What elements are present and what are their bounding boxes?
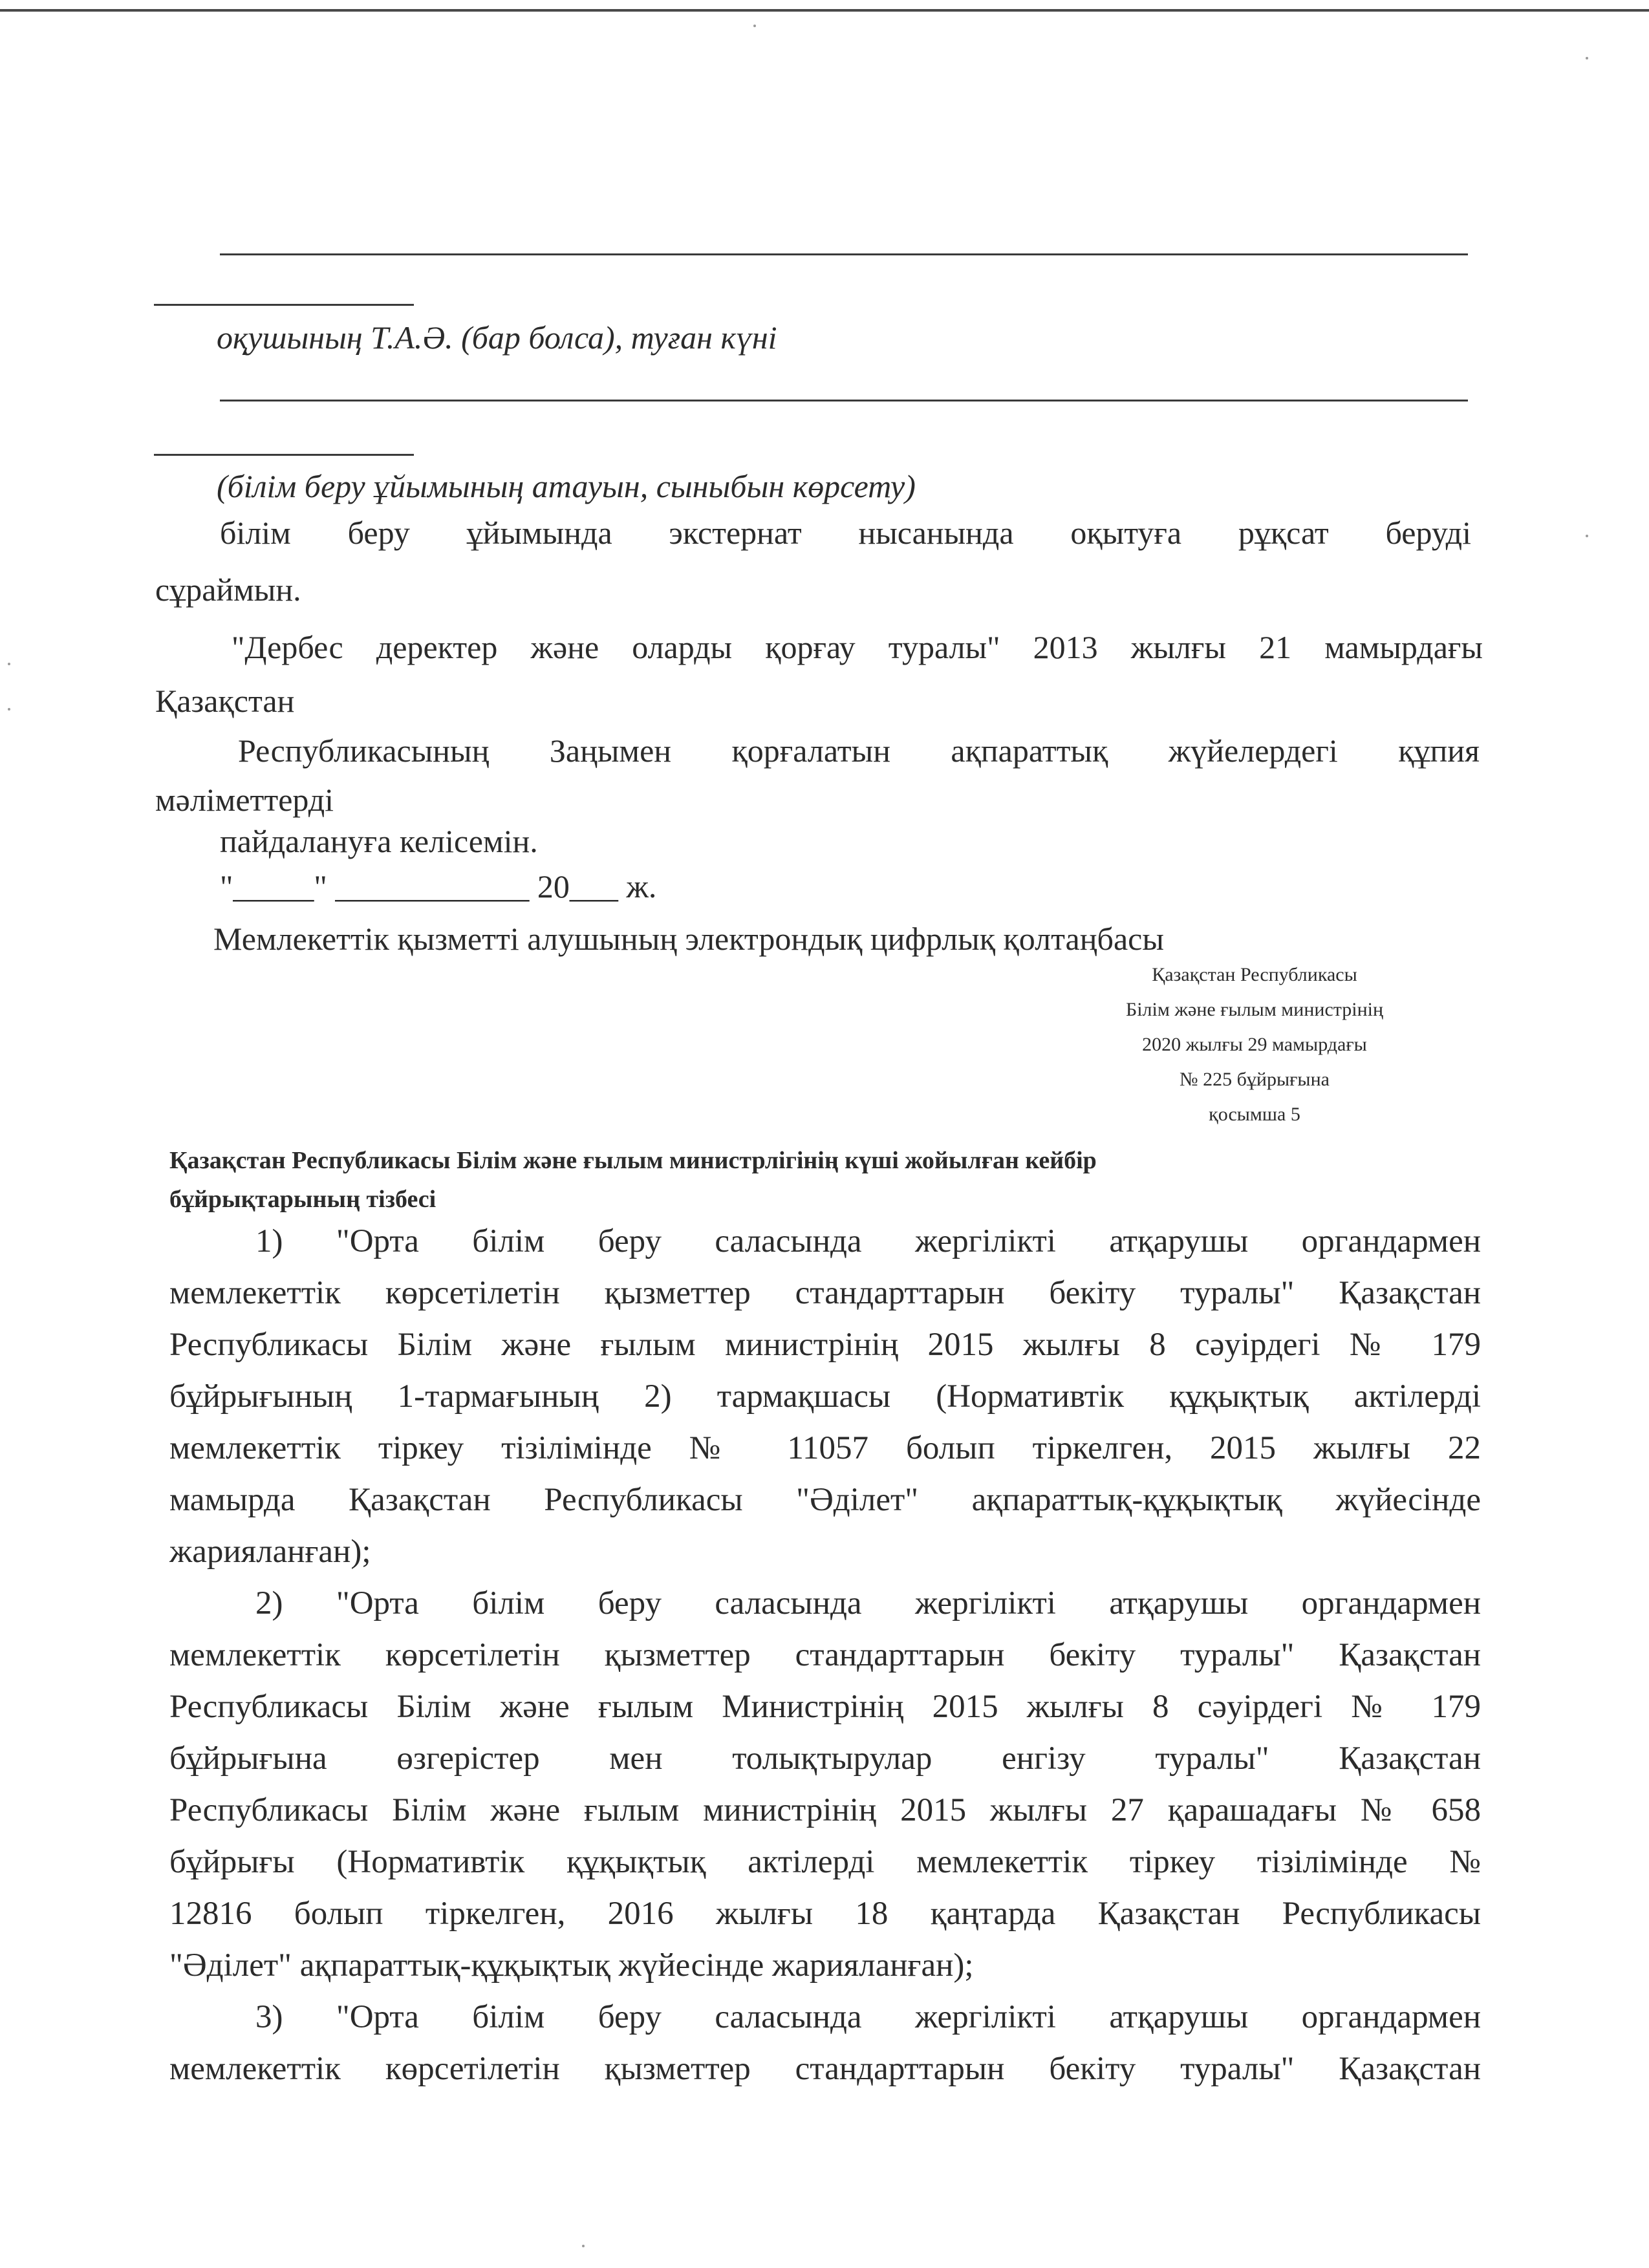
annex-line-4: № 225 бұйрығына [1180, 1069, 1330, 1090]
consent-line-3: Республикасының Заңымен қорғалатын ақпараттық жүйелердегі құпия [238, 733, 1480, 769]
consent-line-1: "Дербес деректер және оларды қорғау туралы" 2013 жылғы 21 мамырдағы [232, 629, 1483, 665]
scan-speck [753, 25, 756, 27]
item-1-line-5: мемлекеттік тіркеу тізілімінде № 11057 болып тіркелген, 2015 жылғы 22 [169, 1430, 1481, 1466]
list-title-line-1: Қазақстан Республикасы Білім және ғылым министрлігінің күші жойылған кейбір [169, 1147, 1097, 1174]
annex-line-3: 2020 жылғы 29 мамырдағы [1142, 1034, 1367, 1055]
item-1-line-4: бұйрығының 1-тармағының 2) тармақшасы (Нормативтік құқықтық актілерді [169, 1378, 1481, 1415]
scan-speck [1586, 535, 1588, 537]
annex-line-1: Қазақстан Республикасы [1152, 964, 1357, 985]
scan-speck [582, 2245, 585, 2247]
caption-org: (білім беру ұйымының атауын, сыныбын көрсету) [217, 468, 916, 504]
item-1-line-6: мамырда Қазақстан Республикасы "Әділет" ақпараттық-құқықтық жүйесінде [169, 1482, 1481, 1518]
item-3-line-2: мемлекеттік көрсетілетін қызметтер стандарттарын бекіту туралы" Қазақстан [169, 2051, 1481, 2087]
consent-line-5: пайдалануға келісемін. [220, 823, 538, 859]
item-2-line-3: Республикасы Білім және ғылым Министрінің 2015 жылғы 8 сәуірдегі № 179 [169, 1689, 1481, 1725]
item-2-line-4: бұйрығына өзгерістер мен толықтырулар енгізу туралы" Қазақстан [169, 1740, 1481, 1777]
org-name-line [220, 400, 1468, 401]
date-line: "_____" ____________ 20___ ж. [220, 868, 657, 904]
item-1-line-2: мемлекеттік көрсетілетін қызметтер стандарттарын бекіту туралы" Қазақстан [169, 1275, 1481, 1311]
signature-line: Мемлекеттік қызметті алушының электрондық цифрлық қолтаңбасы [213, 921, 1164, 957]
request-line-2: сұраймын. [155, 572, 301, 608]
student-name-line [220, 253, 1468, 255]
scan-speck [1586, 57, 1588, 59]
item-2-line-8: "Әділет" ақпараттық-құқықтық жүйесінде жарияланған); [169, 1947, 974, 1984]
item-2-line-5: Республикасы Білім және ғылым министрінің 2015 жылғы 27 қарашадағы № 658 [169, 1792, 1481, 1828]
student-name-line-tail [154, 304, 414, 306]
scan-speck [8, 663, 10, 665]
caption-student: оқушының Т.А.Ә. (бар болса), туған күні [217, 319, 777, 356]
item-1-line-3: Республикасы Білім және ғылым министрінің 2015 жылғы 8 сәуірдегі № 179 [169, 1327, 1481, 1363]
scan-speck [8, 708, 10, 711]
item-2-line-1: 2) "Орта білім беру саласында жергілікті атқарушы органдармен [255, 1585, 1481, 1621]
item-2-line-6: бұйрығы (Нормативтік құқықтық актілерді мемлекеттік тіркеу тізілімінде № [169, 1844, 1481, 1880]
annex-line-5: қосымша 5 [1209, 1104, 1300, 1125]
item-1-line-1: 1) "Орта білім беру саласында жергілікті атқарушы органдармен [255, 1223, 1481, 1259]
item-3-line-1: 3) "Орта білім беру саласында жергілікті атқарушы органдармен [255, 1999, 1481, 2035]
item-2-line-7: 12816 болып тіркелген, 2016 жылғы 18 қаңтарда Қазақстан Республикасы [169, 1896, 1481, 1932]
list-title-line-2: бұйрықтарының тізбесі [169, 1186, 436, 1213]
item-2-line-2: мемлекеттік көрсетілетін қызметтер стандарттарын бекіту туралы" Қазақстан [169, 1637, 1481, 1673]
org-name-line-tail [154, 454, 414, 456]
request-line-1: білім беру ұйымында экстернат нысанында оқытуға рұқсат беруді [220, 515, 1471, 551]
scan-edge-line [0, 9, 1649, 12]
annex-line-2: Білім және ғылым министрінің [1125, 999, 1384, 1020]
consent-line-2: Қазақстан [155, 683, 295, 719]
consent-line-4: мәліметтерді [155, 782, 334, 818]
item-1-line-7: жарияланған); [169, 1534, 371, 1570]
